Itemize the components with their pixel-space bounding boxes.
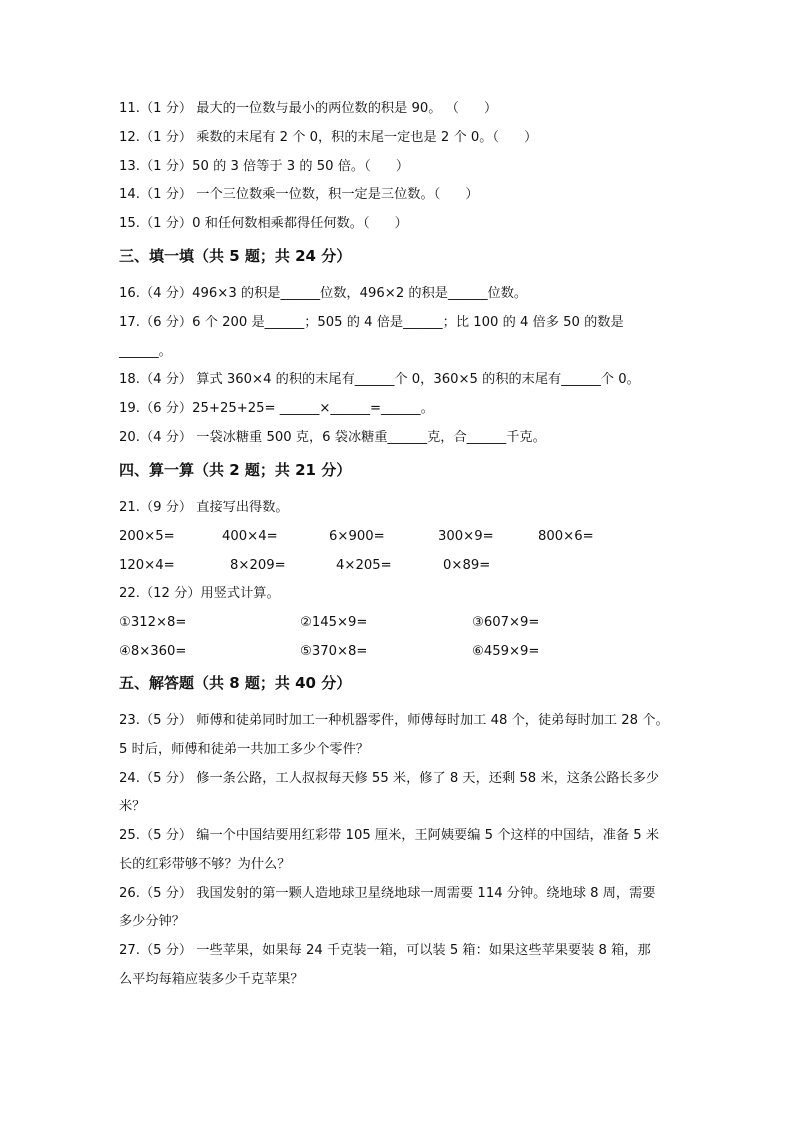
question-27: 27.（5 分） 一些苹果，如果每 24 千克装一箱，可以装 5 箱：如果这些苹果要装 8 箱，那	[119, 943, 651, 958]
question-11: 11.（1 分） 最大的一位数与最小的两位数的积是 90。 （ ）	[119, 101, 498, 116]
section-3-heading: 三、填一填（共 5 题；共 24 分）	[119, 247, 352, 265]
q21-item: 200×5=	[119, 529, 175, 544]
q21-row-1	[0, 527, 794, 547]
question-15: 15.（1 分）0 和任何数相乘都得任何数。（ ）	[119, 216, 408, 231]
q22-row-1	[0, 613, 794, 633]
question-16: 16.（4 分）496×3 的积是______位数，496×2 的积是______位数。	[119, 286, 528, 301]
q22-item: ⑥459×9=	[472, 644, 540, 659]
q21-item: 6×900=	[329, 529, 385, 544]
question-24-continued: 米？	[119, 799, 146, 814]
q21-item: 120×4=	[119, 558, 175, 573]
q21-item: 4×205=	[336, 558, 392, 573]
question-20: 20.（4 分） 一袋冰糖重 500 克，6 袋冰糖重______克，合______千克。	[119, 430, 546, 445]
q21-item: 8×209=	[230, 558, 286, 573]
q21-item: 0×89=	[443, 558, 491, 573]
question-27-continued: 么平均每箱应装多少千克苹果？	[119, 972, 304, 987]
q22-item: ①312×8=	[119, 615, 187, 630]
q21-row-2	[0, 556, 794, 576]
question-19: 19.（6 分）25+25+25= ______×______=______。	[119, 401, 434, 416]
question-26: 26.（5 分） 我国发射的第一颗人造地球卫星绕地球一周需要 114 分钟。绕地球 8 周，需要	[119, 886, 656, 901]
q22-item: ②145×9=	[300, 615, 368, 630]
question-25-continued: 长的红彩带够不够？为什么？	[119, 857, 291, 872]
question-17-continued: ______。	[119, 344, 172, 359]
question-23-continued: 5 时后，师傅和徒弟一共加工多少个零件？	[119, 742, 369, 757]
question-25: 25.（5 分） 编一个中国结要用红彩带 105 厘米，王阿姨要编 5 个这样的中国结，准备 5 米	[119, 828, 660, 843]
question-21: 21.（9 分） 直接写出得数。	[119, 500, 289, 515]
question-23: 23.（5 分） 师傅和徒弟同时加工一种机器零件，师傅每时加工 48 个，徒弟每时加工 28 个。	[119, 713, 669, 728]
section-4-heading: 四、算一算（共 2 题；共 21 分）	[119, 461, 352, 479]
section-5-heading: 五、解答题（共 8 题；共 40 分）	[119, 674, 352, 692]
q22-item: ④8×360=	[119, 644, 187, 659]
q21-item: 800×6=	[538, 529, 594, 544]
q21-item: 400×4=	[222, 529, 278, 544]
question-18: 18.（4 分） 算式 360×4 的积的末尾有______个 0，360×5 的积的末尾有______个 0。	[119, 372, 640, 387]
question-17: 17.（6 分）6 个 200 是______；505 的 4 倍是______；比 100 的 4 倍多 50 的数是	[119, 315, 624, 330]
question-24: 24.（5 分） 修一条公路，工人叔叔每天修 55 米，修了 8 天，还剩 58 米，这条公路长多少	[119, 771, 660, 786]
q21-item: 300×9=	[438, 529, 494, 544]
q22-row-2	[0, 642, 794, 662]
question-13: 13.（1 分）50 的 3 倍等于 3 的 50 倍。（ ）	[119, 159, 410, 174]
q22-item: ⑤370×8=	[300, 644, 368, 659]
question-12: 12.（1 分） 乘数的末尾有 2 个 0，积的末尾一定也是 2 个 0。（ ）	[119, 130, 538, 145]
question-22: 22.（12 分）用竖式计算。	[119, 586, 280, 601]
question-14: 14.（1 分） 一个三位数乘一位数，积一定是三位数。（ ）	[119, 187, 479, 202]
question-26-continued: 多少分钟？	[119, 914, 185, 929]
q22-item: ③607×9=	[472, 615, 540, 630]
